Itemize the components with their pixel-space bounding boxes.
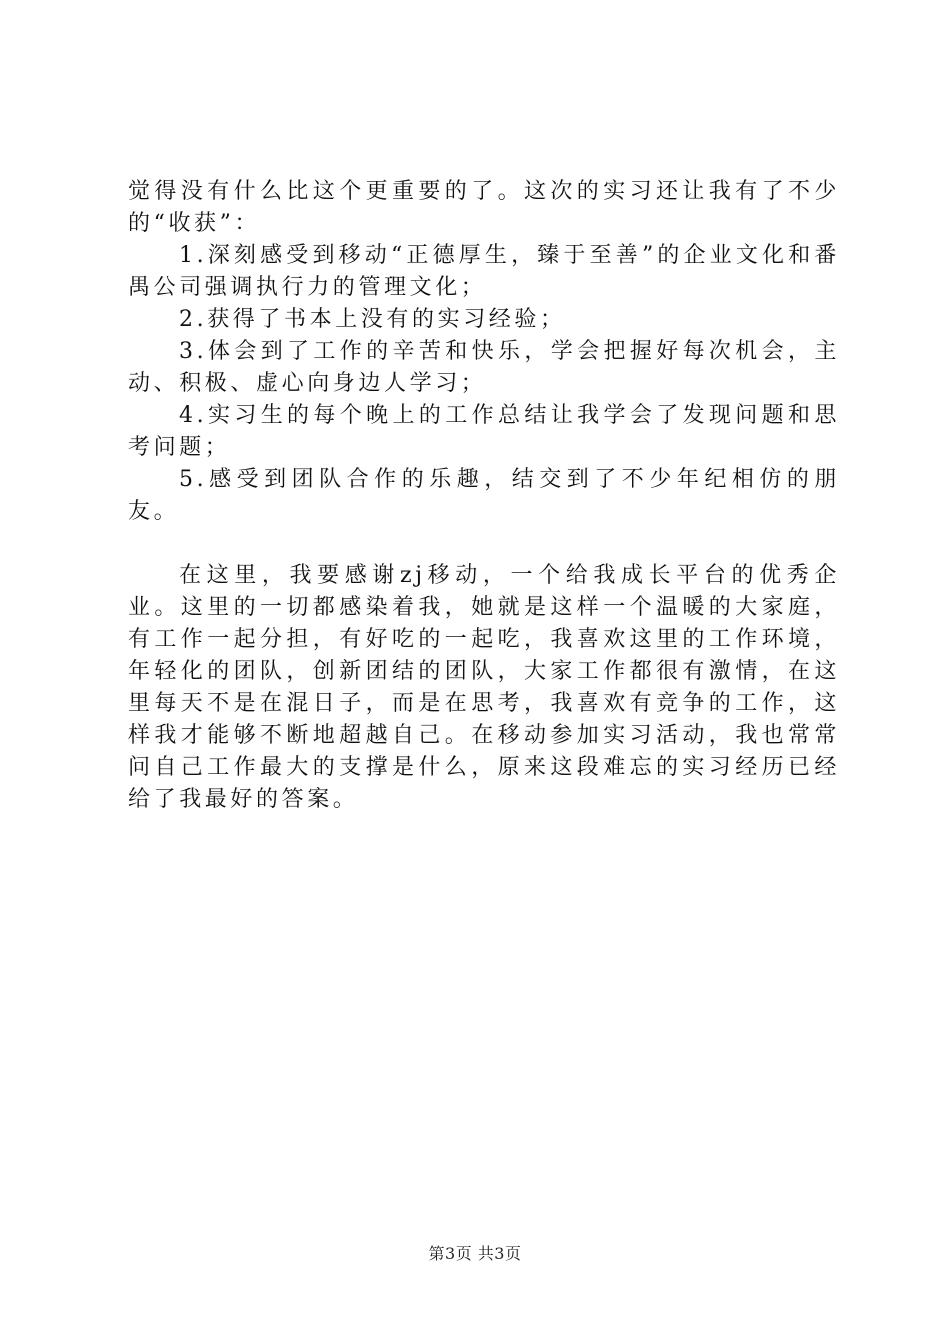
list-item-3: 3.体会到了工作的辛苦和快乐，学会把握好每次机会，主动、积极、虚心向身边人学习； [128, 339, 840, 396]
page-footer: 第3页 共3页 [428, 1244, 522, 1263]
list-item-2: 2.获得了书本上没有的实习经验； [179, 307, 566, 332]
list-item-1: 1.深刻感受到移动“正德厚生，臻于至善”的企业文化和番禺公司强调执行力的管理文化； [128, 243, 840, 300]
list-item-4: 4.实习生的每个晚上的工作总结让我学会了发现问题和思考问题； [128, 403, 840, 460]
document-body [128, 176, 840, 816]
closing-paragraph: 在这里，我要感谢zj移动，一个给我成长平台的优秀企业。这里的一切都感染着我，她就是这样一个温暖的大家庭，有工作一起分担，有好吃的一起吃，我喜欢这里的工作环境，年轻化的团队，创新团结的团队，大家工作都很有激情，在这里每天不是在混日子，而是在思考，我喜欢有竞争的工作，这样我才能够不断地超越自己。在移动参加实习活动，我也常常问自己工作最大的支撑是什么，原来这段难忘的实习经历已经给了我最好的答案。 [128, 563, 840, 812]
paragraph-continuation: 觉得没有什么比这个更重要的了。这次的实习还让我有了不少的“收获”： [128, 179, 840, 236]
list-item-5: 5.感受到团队合作的乐趣，结交到了不少年纪相仿的朋友。 [128, 467, 840, 524]
